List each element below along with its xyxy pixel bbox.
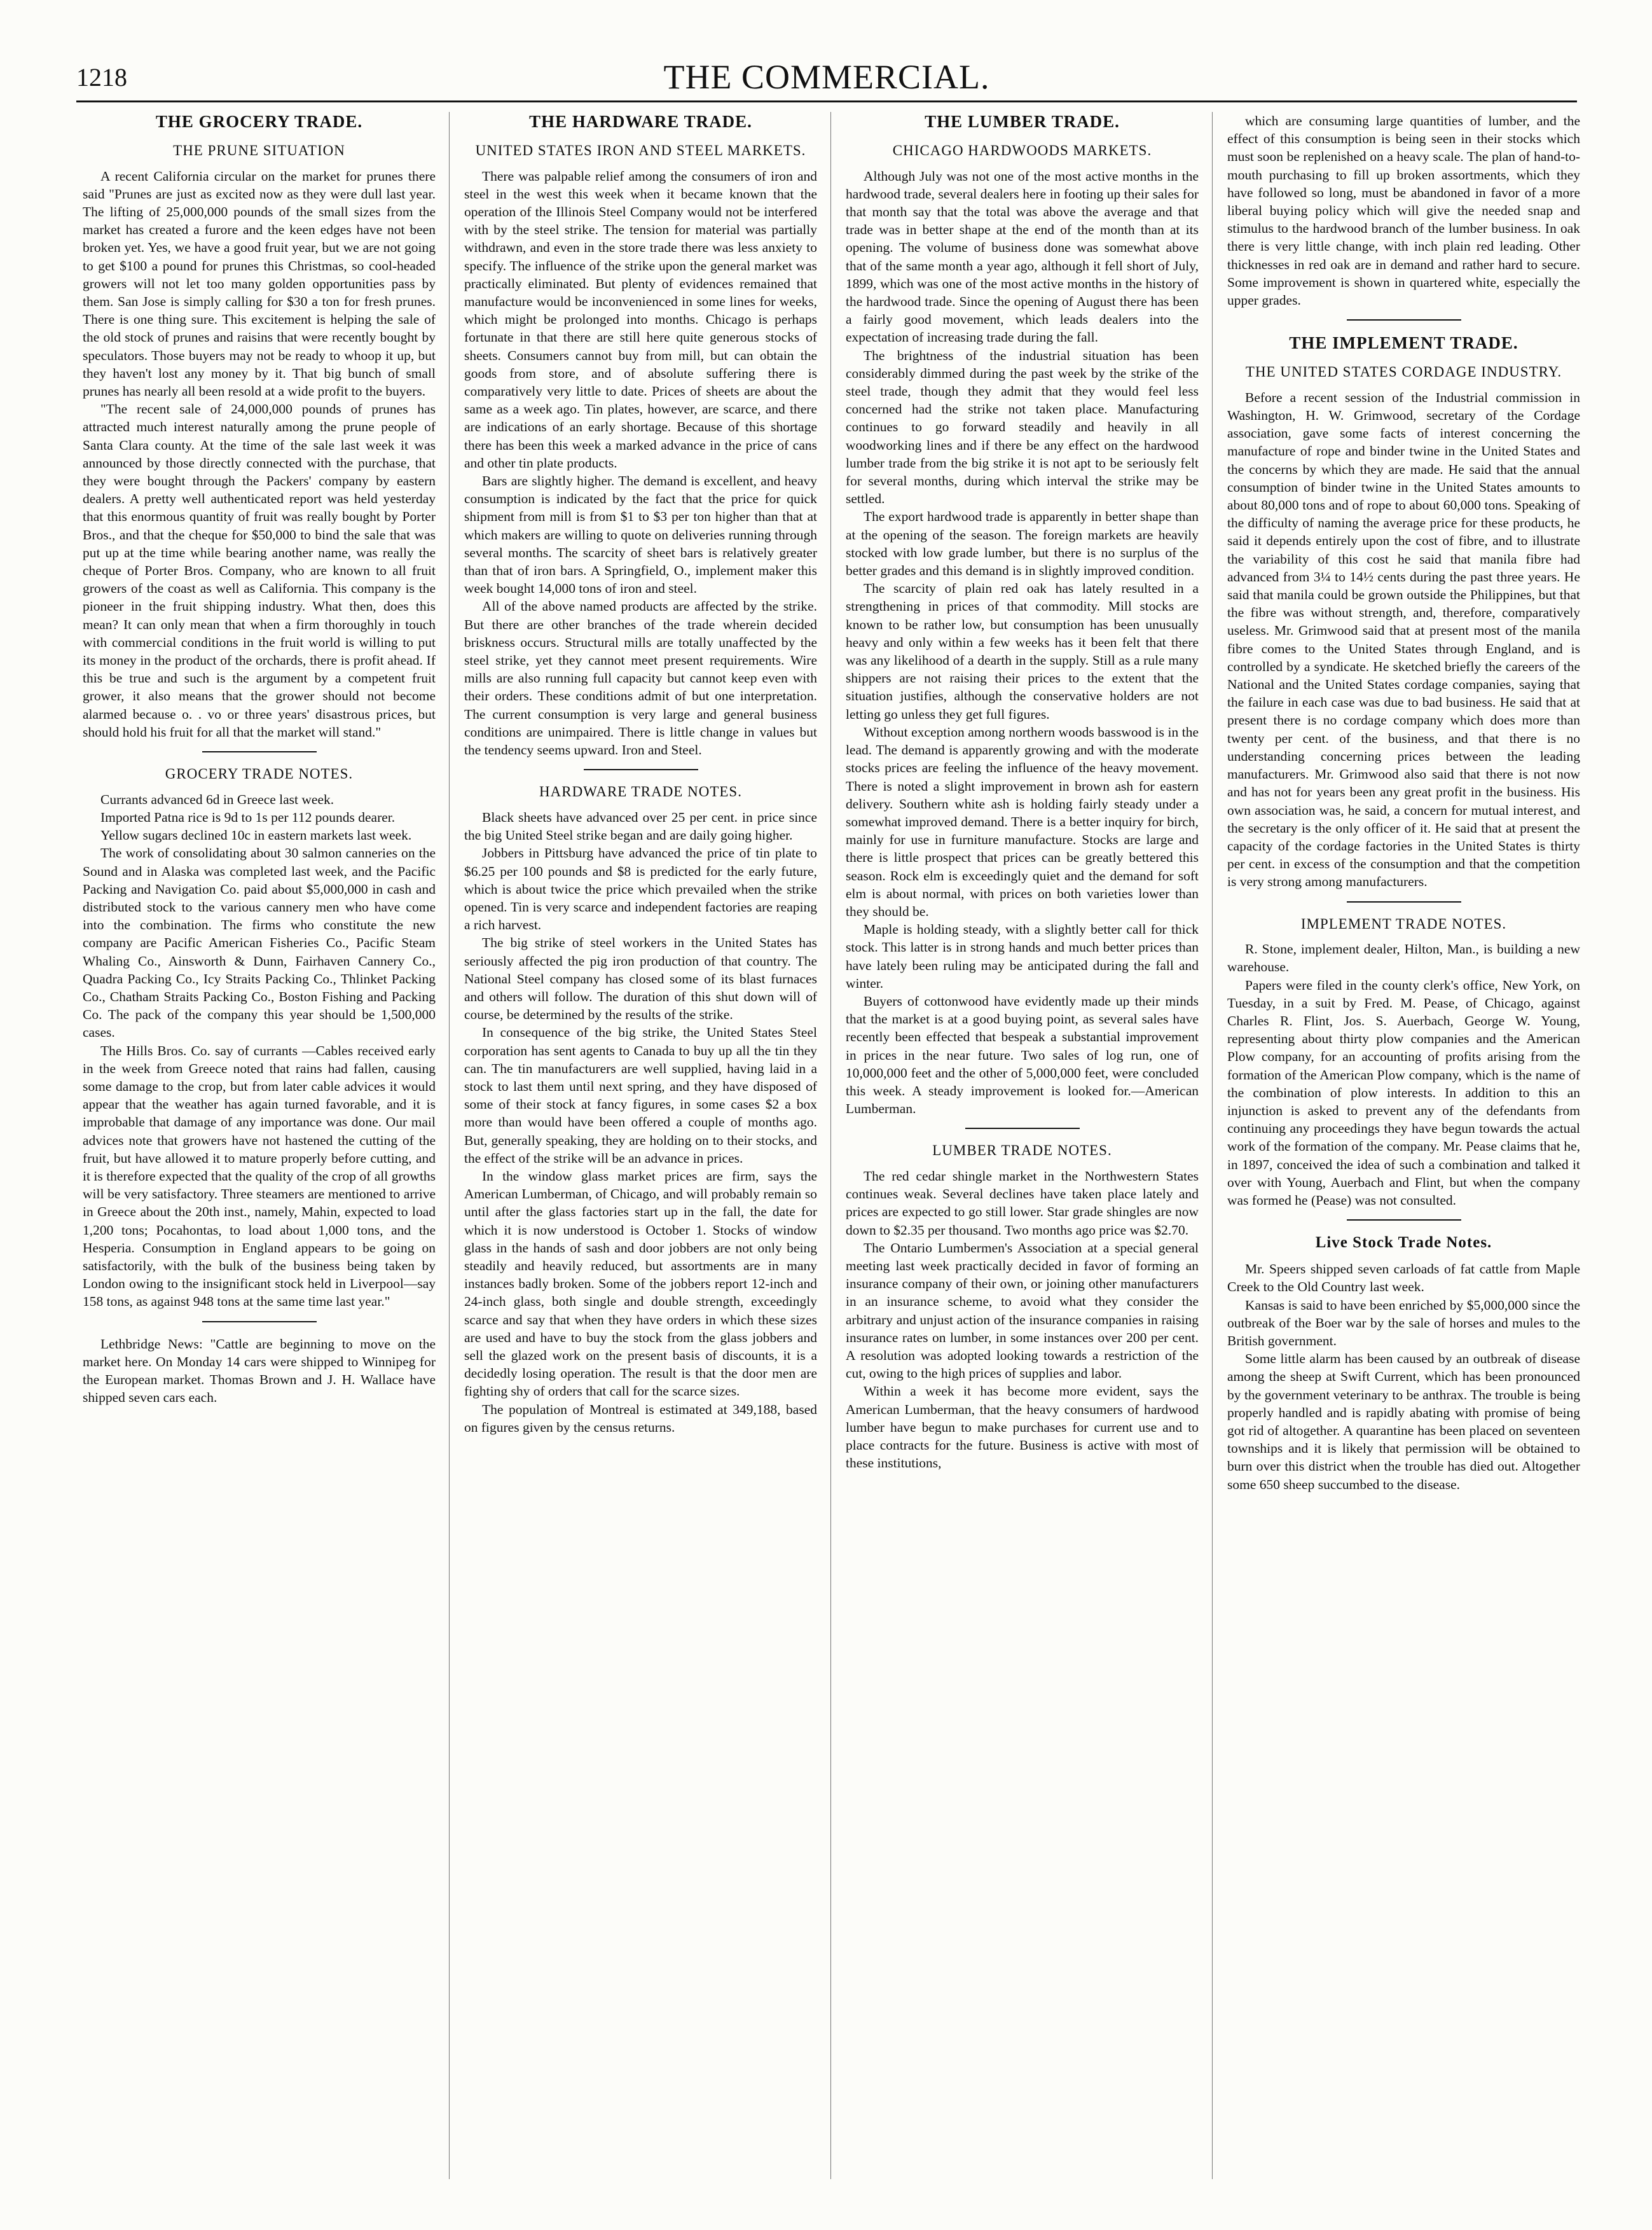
column-divider [1212, 112, 1213, 2179]
article-divider [202, 1321, 317, 1322]
article-paragraph: Within a week it has become more evident, says the American Lumberman, that the heavy consumers of hardwood lumber have begun to make purchases for current use and to place contracts for the future. Business is active with most of these institutions, [846, 1383, 1199, 1471]
article-subheading: THE PRUNE SITUATION [173, 142, 345, 158]
article-divider [965, 1128, 1080, 1129]
article-subheading: UNITED STATES IRON AND STEEL MARKETS. [475, 142, 806, 158]
article-paragraph: Some little alarm has been caused by an outbreak of disease among the sheep at Swift Current, which has been pronounced by the government veterinary to be anthrax. The trouble is being properly handled and is rapidly abating with promise of being got rid of altogether. A quarantine has been placed on seventeen townships and it is likely that permission will be obtained to burn over this district when the trouble has died out. Altogether some 650 sheep succumbed to the disease. [1227, 1351, 1580, 1492]
column-divider [830, 112, 831, 2179]
article-paragraph: "The recent sale of 24,000,000 pounds of prunes has attracted much interest naturally among the prune people of Santa Clara county. At the time of the sale last week it was announced by those directly connected with the purchase, that they were bought through the Packers' company by eastern dealers. A pretty well authenticated report was held yesterday that this enormous quantity of fruit was really bought by Porter Bros., and that the cheque for $50,000 to bind the sale that was put up at the time while bearing another name, was really the cheque of Porter Bros. Company, who are known to all fruit growers of the coast as well as California. This company is the pioneer in the fruit shipping industry. What then, does this mean? It can only mean that when a firm thoroughly in touch with commercial conditions in the fruit world is willing to put its money in the product of the orchards, there is profit ahead. If this be true and such is the argument by a competent fruit grower, it also means that the grower should not become alarmed because o. . vo or three years' disastrous prices, but should hold his fruit for all that the market will stand." [83, 401, 436, 740]
article-paragraph: The scarcity of plain red oak has lately resulted in a strengthening in prices of that commodity. Mill stocks are known to be rather low, but consumption has been unusually heavy and only within a few weeks has it been felt that there was any likelihood of a dearth in the supply. Still as a rule many shippers are not raising their prices to the extent that the situation justifies, although the conservative holders are not letting go unless they get full figures. [846, 581, 1199, 722]
article-divider [202, 751, 317, 752]
article-paragraph: Buyers of cottonwood have evidently made up their minds that the market is at a good buying point, as several sales have recently been effected that bespeak a substantial improvement in prices in the near future. Two sales of log run, one of 10,000,000 feet and the other of 5,000,000 feet, were concluded this week. A steady improvement is looked for.—American Lumberman. [846, 993, 1199, 1117]
article-subheading: CHICAGO HARDWOODS MARKETS. [892, 142, 1152, 158]
article-paragraph: In consequence of the big strike, the United States Steel corporation has sent agents to Canada to buy up all the tin they can. The tin manufacturers are well supplied, having laid in a stock to last them until next spring, and they have disposed of some of their stock at fancy figures, in some cases $2 a box more than would have been offered a couple of months ago. But, generally speaking, they are holding on to their stocks, and the effect of the strike will be an advance in prices. [464, 1025, 817, 1166]
header-rule [76, 100, 1577, 102]
journal-title: THE COMMERCIAL. [663, 58, 990, 96]
column-divider [449, 112, 450, 2179]
article-paragraph: The brightness of the industrial situation has been considerably dimmed during the past week by the strike of the steel trade, though they admit that they would feel less concerned had the strike not taken place. Manufacturing continues to go forward steadily and heavily in all woodworking lines and if there be any effect on the hardwood lumber trade from the big strike it is not apt to be seriously felt for several months, during which interval the strike may be settled. [846, 347, 1199, 507]
article-paragraph: The population of Montreal is estimated at 349,188, based on figures given by the census returns. [464, 1401, 817, 1435]
article-paragraph: Kansas is said to have been enriched by $5,000,000 since the outbreak of the Boer war by the sale of horses and mules to the British government. [1227, 1297, 1580, 1348]
article-divider [1347, 901, 1461, 903]
article-divider [1347, 1219, 1461, 1221]
page-number: 1218 [76, 63, 127, 92]
article-paragraph: Currants advanced 6d in Greece last week. [100, 791, 334, 807]
article-paragraph: There was palpable relief among the consumers of iron and steel in the west this week when it became known that the operation of the Illinois Steel Company would not be interfered with by the steel strike. The tension for material was partially withdrawn, and even in the store trade there was less anxiety to specify. The influence of the strike upon the general market was practically eliminated. But plenty of evidences remained that manufacture would be inconvenienced in some lines for weeks, which might be prolonged into months. Chicago is perhaps fortunate in that there are still here quite generous stocks of sheets. Consumers cannot buy from mill, but can obtain the goods from store, and of absolute suffering there is comparatively very little to date. Prices of sheets are about the same as a week ago. Tin plates, however, are scarce, and there are indications of an early shortage. Because of this shortage there has been this week a marked advance in the price of cans and other tin plate products. [464, 168, 817, 471]
column-implement [1227, 112, 1580, 2179]
article-subheading: HARDWARE TRADE NOTES. [539, 784, 742, 800]
article-subheading: THE UNITED STATES CORDAGE INDUSTRY. [1245, 364, 1562, 380]
article-paragraph: Yellow sugars declined 10c in eastern markets last week. [100, 828, 412, 843]
article-subheading: IMPLEMENT TRADE NOTES. [1300, 915, 1507, 932]
article-paragraph: Mr. Speers shipped seven carloads of fat cattle from Maple Creek to the Old Country last week. [1227, 1261, 1580, 1295]
article-paragraph: Bars are slightly higher. The demand is excellent, and heavy consumption is indicated by the fact that the price for quick shipment from mill is from $1 to $3 per ton higher than that at which makers are willing to quote on deliveries running through several months. The scarcity of sheet bars is relatively greater than that of iron bars. A Springfield, O., implement maker this week bought 14,000 tons of iron and steel. [464, 473, 817, 597]
article-paragraph: Jobbers in Pittsburg have advanced the price of tin plate to $6.25 per 100 pounds and $8 is predicted for the early future, which is about twice the price which prevailed when the strike opened. Tin is very scarce and independent factories are reaping a rich harvest. [464, 845, 817, 933]
column-lumber [846, 112, 1199, 2179]
article-subheading: GROCERY TRADE NOTES. [165, 766, 354, 782]
section-heading: THE IMPLEMENT TRADE. [1289, 333, 1518, 353]
column-grocery [83, 112, 436, 2179]
article-paragraph: The Hills Bros. Co. say of currants —Cables received early in the week from Greece noted that rains had fallen, causing some damage to the crop, but from later cable advices it would appear that the weather has again turned favorable, and it is improbable that damage of any importance was done. Our mail advices note that growers have not hastened the cutting of the fruit, but have allowed it to mature properly before cutting, and it is therefore expected that the quality of the crop of all growths will be very satisfactory. Three steamers are mentioned to arrive in Greece about the 20th inst., namely, Mahin, expected to load 1,200 tons; Pocahontas, to load about 1,000 tons, and the Hesperia. Consumption in England appears to be going on satisfactorily, with the bulk of the business being taken by London owing to the insignificant stock held in Liverpool—say 158 tons, as against 948 tons at the same time last year." [83, 1042, 436, 1310]
article-paragraph: A recent California circular on the market for prunes there said "Prunes are just as excited now as they were dull last year. The lifting of 25,000,000 pounds of the small sizes from the market has created a furore and the keen edges have not been broken yet. Yes, we have a good fruit year, but we are not going to get $100 a pound for prunes this Christmas, so cool-headed growers will not let too many golden opportunities pass by them. San Jose is simply calling for $30 a ton for fresh prunes. There is one thing sure. This excitement is helping the sale of the old stock of prunes and raisins that were recently bought by speculators. Those buyers may not be ready to whoop it up, but they haven't lost any money by it. That big bunch of small prunes has nearly all been resold at a wide profit to the buyers. [83, 168, 436, 399]
article-divider [584, 769, 698, 770]
article-paragraph: R. Stone, implement dealer, Hilton, Man., is building a new warehouse. [1227, 941, 1580, 975]
section-heading: THE GROCERY TRADE. [155, 112, 363, 131]
article-paragraph: Maple is holding steady, with a slightly better call for thick stock. This latter is in strong hands and much better prices than have lately been ruling may be anticipated during the fall and winter. [846, 922, 1199, 991]
article-paragraph: The export hardwood trade is apparently in better shape than at the opening of the season. The foreign markets are heavily stocked with low grade lumber, but there is no surplus of the better grades and this demand is in slightly improved condition. [846, 509, 1199, 579]
article-paragraph: Papers were filed in the county clerk's office, New York, on Tuesday, in a suit by Fred. M. Pease, of Chicago, against Charles R. Flint, Jos. S. Auerbach, George W. Young, representing about thirty plow companies and the American Plow company, for an accounting of profits arising from the formation of the American Plow company, which is the name of the combination of plow interests. In addition to this an injunction is asked to prevent any of the defendants from continuing any proceedings they have begun towards the actual work of the formation of the company. Mr. Pease claims that he, in 1897, conceived the idea of such a combination and talked it over with Young, Auerbach and Flint, but when the company was formed he (Pease) was not consulted. [1227, 977, 1580, 1208]
article-paragraph: In the window glass market prices are firm, says the American Lumberman, of Chicago, and will probably remain so until after the glass factories start up in the fall, the date for which it is now understood is October 1. Stocks of window glass in the hands of sash and door jobbers are not only being steadily and heavily reduced, but assortments are in many instances badly broken. Some of the jobbers report 12-inch and 24-inch glass, both single and double strength, exceedingly scarce and say that when they have orders in which these sizes are used and have to buy the stock from the glass jobbers and sell the glazed work on the present basis of discounts, it is a decidedly losing operation. The result is that the door men are fighting shy of orders that call for the scarce sizes. [464, 1168, 817, 1399]
article-paragraph: Imported Patna rice is 9d to 1s per 112 pounds dearer. [100, 809, 396, 825]
section-heading: THE HARDWARE TRADE. [529, 112, 752, 131]
section-heading: THE LUMBER TRADE. [925, 112, 1120, 131]
article-paragraph: Lethbridge News: "Cattle are beginning to move on the market here. On Monday 14 cars were shipped to Winnipeg for the European market. Thomas Brown and J. H. Wallace have shipped seven cars each. [83, 1336, 436, 1406]
article-paragraph: Without exception among northern woods basswood is in the lead. The demand is apparently growing and with the moderate stocks prices are feeling the influence of the heavy movement. There is noted a slight improvement in brown ash for eastern delivery. Southern white ash is holding fairly steady under a somewhat improved demand. There is a better inquiry for birch, mainly for use in furniture manufacture. Stocks are large and there is little prospect that prices can be greatly bettered this season. Rock elm is exceedingly quiet and the demand for soft elm is about normal, with prices on both varieties lower than they should be. [846, 724, 1199, 919]
article-paragraph: Before a recent session of the Industrial commission in Washington, H. W. Grimwood, secretary of the Cordage association, gave some facts of interest concerning the manufacture of rope and binder twine in the United States and the concerns by which they are made. He said that the annual consumption of binder twine in the United States amounts to about 80,000 tons and of rope to about 60,000 tons. Speaking of the difficulty of naming the average price for these products, he said it depends entirely upon the cost of fibre, and to illustrate the variability of this cost he said that manila fibre had advanced from 3¼ to 14½ cents during the past three years. He said that manila could be grown outside the Philippines, but that the fibre was without strength, and, therefore, comparatively useless. Mr. Grimwood said that at present most of the manila fibre comes to the United States through England, and is controlled by a syndicate. He sketched briefly the careers of the National and the United States cordage companies, saying that the failure in each case was due to bad business. He said that at present there is no cordage company which does more than twenty per cent. of the business, and that there is no understanding concerning prices between the leading manufacturers. Mr. Grimwood also said that there is not now and has not for years been any great profit in the business. His own association was, he said, a concern for mutual interest, and the secretary is the only officer of it. He said that at present the capacity of the cordage factories in the United States is thirty per cent. in excess of the consumption and that the competition is very strong among manufacturers. [1227, 389, 1580, 890]
article-subheading: Live Stock Trade Notes. [1315, 1234, 1492, 1252]
article-paragraph: Black sheets have advanced over 25 per cent. in price since the big United Steel strike began and are daily going higher. [464, 809, 817, 843]
article-paragraph: The big strike of steel workers in the United States has seriously affected the pig iron production of that country. The National Steel company has closed some of its blast furnaces and others will follow. The duration of this shut down will of course, be determined by the results of the strike. [464, 935, 817, 1023]
article-paragraph: which are consuming large quantities of lumber, and the effect of this consumption is being seen in their stocks which must soon be replenished on a heavy scale. The plan of hand-to-mouth purchasing to fill up broken assortments, which they have followed so long, must be abandoned in favor of a more liberal buying policy which will give the needed snap and stimulus to the hardwood branch of the lumber business. In oak there is very little change, with inch plain red leading. Other thicknesses in red oak are in demand and rather hard to secure. Some improvement is shown in quartered white, especially the upper grades. [1227, 113, 1580, 308]
article-paragraph: Although July was not one of the most active months in the hardwood trade, several dealers here in footing up their sales for that month say that the total was above the average and that trade was in better shape at the end of the month than at its opening. The volume of business done was somewhat above that of the same month a year ago, although it fell short of July, 1899, which was one of the most active months in the history of the hardwood trade. Since the opening of August there has been a fairly good movement, which leads dealers into the expectation of increasing trade during the fall. [846, 168, 1199, 345]
article-paragraph: The work of consolidating about 30 salmon canneries on the Sound and in Alaska was completed last week, and the Pacific Packing and Navigation Co. paid about $5,000,000 in cash and distributed stock to the various cannery men who have come into the combination. The firms who constitute the new company are Pacific American Fisheries Co., Pacific Steam Whaling Co., Ainsworth & Dunn, Fairhaven Cannery Co., Quadra Packing Co., Icy Straits Packing Co., Thlinket Packing Co., Chatham Straits Packing Co., Boston Fishing and Packing Co. The pack of the company this year should be 1,500,000 cases. [83, 845, 436, 1041]
article-paragraph: All of the above named products are affected by the strike. But there are other branches of the trade wherein decided briskness occurs. Structural mills are totally unaffected by the steel strike, yet they cannot meet present requirements. Wire mills are also running full capacity but cannot keep even with their orders. These conditions admit of but one interpretation. The current consumption is very large and general business conditions are unimpaired. There is little change in values but the tendency seems upward. Iron and Steel. [464, 599, 817, 758]
article-paragraph: The Ontario Lumbermen's Association at a special general meeting last week practically decided in favor of forming an insurance company of their own, or joining other manufacturers in an insurance scheme, to avoid what they consider the arbitrary and unjust action of the insurance companies in raising insurance rates on lumber, in some instances over 200 per cent. A resolution was adopted looking towards a restriction of the cut, owing to the high prices of supplies and labor. [846, 1240, 1199, 1382]
article-divider [1347, 319, 1461, 321]
column-hardware [464, 112, 817, 2179]
article-subheading: LUMBER TRADE NOTES. [932, 1142, 1112, 1159]
article-paragraph: The red cedar shingle market in the Northwestern States continues weak. Several declines have taken place lately and prices are expected to go still lower. Star grade shingles are now down to $2.35 per thousand. Two months ago price was $2.70. [846, 1168, 1199, 1238]
